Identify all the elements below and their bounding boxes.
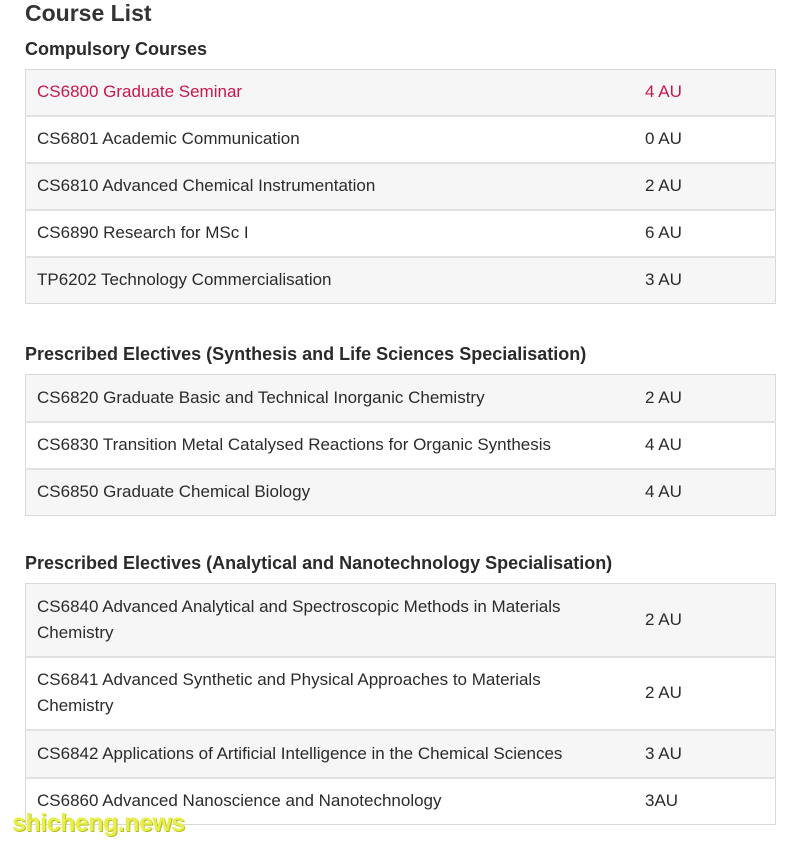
table-row — [26, 257, 776, 304]
section-title-synthesis-electives: Prescribed Electives (Synthesis and Life Sciences Specialisation) — [25, 344, 587, 364]
table-row — [26, 584, 776, 657]
page-title: Course List — [25, 0, 152, 26]
course-name: CS6801 Academic Communication — [26, 116, 638, 163]
table-row — [26, 730, 776, 778]
course-au: 3 AU — [637, 730, 776, 778]
course-name: CS6820 Graduate Basic and Technical Inorganic Chemistry — [26, 375, 638, 422]
course-name: TP6202 Technology Commercialisation — [26, 257, 638, 304]
course-au: 6 AU — [637, 210, 776, 257]
synthesis-electives-table — [25, 374, 776, 516]
course-au: 4 AU — [637, 469, 776, 516]
table-row — [26, 210, 776, 257]
course-name: CS6841 Advanced Synthetic and Physical Approaches to Materials Chemistry — [26, 657, 638, 730]
course-name[interactable]: CS6800 Graduate Seminar — [26, 70, 638, 116]
course-au: 2 AU — [637, 163, 776, 210]
course-name: CS6842 Applications of Artificial Intelligence in the Chemical Sciences — [26, 730, 638, 778]
compulsory-courses-table — [25, 69, 776, 304]
watermark: shicheng.news — [12, 809, 185, 837]
analytical-electives-table — [25, 583, 776, 825]
course-name: CS6830 Transition Metal Catalysed Reactions for Organic Synthesis — [26, 422, 638, 469]
table-row — [26, 116, 776, 163]
course-au: 2 AU — [637, 584, 776, 657]
table-row — [26, 469, 776, 516]
table-row — [26, 657, 776, 730]
table-row — [26, 163, 776, 210]
table-row[interactable] — [26, 70, 776, 116]
course-name: CS6860 Advanced Nanoscience and Nanotechnology — [26, 778, 638, 825]
section-title-analytical-electives: Prescribed Electives (Analytical and Nanotechnology Specialisation) — [25, 553, 613, 573]
section-title-compulsory: Compulsory Courses — [25, 39, 208, 59]
table-row — [26, 375, 776, 422]
course-au: 4 AU — [637, 70, 776, 116]
course-au: 3 AU — [637, 257, 776, 304]
course-name: CS6850 Graduate Chemical Biology — [26, 469, 638, 516]
course-au: 2 AU — [637, 657, 776, 730]
table-row — [26, 422, 776, 469]
course-au: 2 AU — [637, 375, 776, 422]
course-au: 0 AU — [637, 116, 776, 163]
course-au: 3AU — [637, 778, 776, 825]
course-au: 4 AU — [637, 422, 776, 469]
course-name: CS6890 Research for MSc I — [26, 210, 638, 257]
course-name: CS6840 Advanced Analytical and Spectroscopic Methods in Materials Chemistry — [26, 584, 638, 657]
course-name: CS6810 Advanced Chemical Instrumentation — [26, 163, 638, 210]
